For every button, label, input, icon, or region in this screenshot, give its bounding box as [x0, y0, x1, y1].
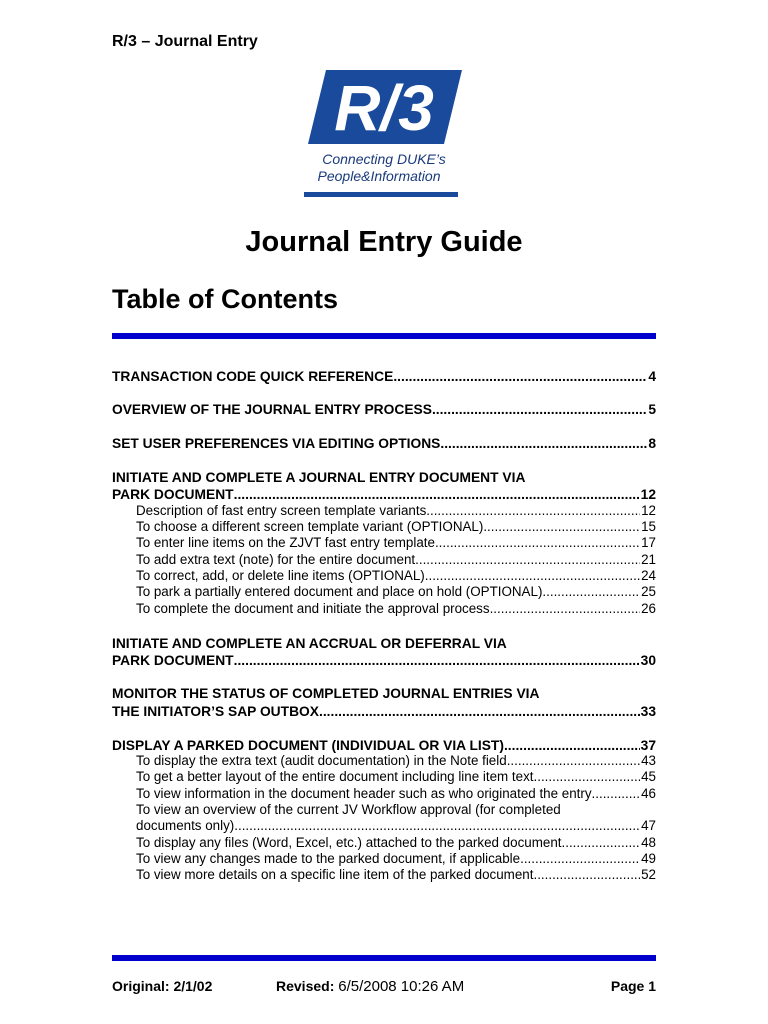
toc-subentry[interactable] [136, 535, 656, 551]
toc-subentry-label: documents only) [136, 818, 235, 833]
toc-subentry-page: 21 [641, 552, 656, 567]
logo-tagline-2: People&Information [317, 168, 441, 184]
toc-subentry[interactable] [136, 503, 656, 519]
header-title: R/3 – Journal Entry [112, 33, 258, 50]
r3-logo-graphic [304, 70, 462, 198]
toc-entry[interactable] [112, 401, 656, 418]
toc-subentry-page: 43 [641, 753, 656, 768]
toc-entry-page: 8 [648, 436, 656, 451]
toc-subentry-page: 24 [641, 568, 656, 583]
toc-subentry-label: To correct, add, or delete line items (OPTIONAL) [136, 568, 425, 583]
r3-logo [304, 70, 462, 198]
toc-entry[interactable] [112, 435, 656, 452]
toc-entry-page: 37 [640, 738, 656, 753]
toc-entry-line1: INITIATE AND COMPLETE AN ACCRUAL OR DEFERRAL VIA [112, 636, 507, 651]
toc-subentry-page: 25 [641, 584, 656, 599]
toc-entry[interactable] [112, 652, 656, 669]
toc-entry-label: THE INITIATOR’S SAP OUTBOX [112, 704, 319, 719]
toc-subentry[interactable] [136, 601, 656, 617]
toc-subentry-page: 46 [641, 786, 656, 801]
toc-subentry[interactable] [136, 519, 656, 535]
toc-subentry-label: To view information in the document header such as who originated the entry [136, 786, 592, 801]
toc-subentry-label: Description of fast entry screen template variants [136, 503, 427, 518]
toc-subentry-line1: To view an overview of the current JV Workflow approval (for completed [136, 802, 561, 817]
toc-entry-page: 30 [640, 653, 656, 668]
toc-entry-label: TRANSACTION CODE QUICK REFERENCE [112, 369, 394, 384]
toc-entry-page: 12 [640, 487, 656, 502]
toc-subentry-label: To display any files (Word, Excel, etc.) attached to the parked document [136, 835, 562, 850]
toc-subentry-label: To view more details on a specific line item of the parked document [136, 867, 534, 882]
toc-entry-label: OVERVIEW OF THE JOURNAL ENTRY PROCESS [112, 402, 432, 417]
toc-subentry-label: To view any changes made to the parked document, if applicable [136, 851, 521, 866]
toc-subentry-page: 45 [641, 769, 656, 784]
footer-revised-value: 6/5/2008 10:26 AM [338, 978, 465, 995]
toc-entry-label: PARK DOCUMENT [112, 487, 234, 502]
toc-subentry-label: To park a partially entered document and place on hold (OPTIONAL) [136, 584, 543, 599]
toc-entry-label: PARK DOCUMENT [112, 653, 234, 668]
toc-subentry-label: To get a better layout of the entire document including line item text [136, 769, 534, 784]
toc-subentry-label: To enter line items on the ZJVT fast entry template [136, 535, 435, 550]
toc-heading: Table of Contents [112, 284, 338, 314]
logo-tagline-1: Connecting DUKE’s [322, 151, 446, 167]
toc-entry-page: 4 [648, 369, 656, 384]
bottom-divider [112, 955, 656, 961]
toc-subentry-label: To add extra text (note) for the entire document [136, 552, 416, 567]
toc-entry[interactable] [112, 703, 656, 720]
toc-entry[interactable] [112, 737, 656, 754]
toc-entry-label: SET USER PREFERENCES VIA EDITING OPTIONS [112, 436, 441, 451]
footer-page-number: Page 1 [610, 978, 656, 994]
toc-entry-label: DISPLAY A PARKED DOCUMENT (INDIVIDUAL OR VIA LIST) [112, 738, 504, 753]
toc-subentry[interactable] [136, 552, 656, 568]
toc-entry[interactable] [112, 486, 656, 503]
toc-subentry-label: To complete the document and initiate the approval process [136, 601, 490, 616]
toc-subentry-label: To display the extra text (audit documentation) in the Note field [136, 753, 507, 768]
toc-subentry-page: 47 [641, 818, 656, 833]
footer-original-date: Original: 2/1/02 [112, 978, 213, 994]
toc-subentry-page: 49 [641, 851, 656, 866]
toc-subentry-page: 52 [641, 867, 656, 882]
toc-entry[interactable] [112, 368, 656, 385]
toc-subentry[interactable] [136, 835, 656, 851]
toc-subentry-page: 12 [641, 503, 656, 518]
toc-subentry[interactable] [136, 867, 656, 883]
toc-subentry[interactable] [136, 786, 656, 802]
toc-entry-line1: INITIATE AND COMPLETE A JOURNAL ENTRY DOCUMENT VIA [112, 470, 526, 485]
footer-revised-label: Revised: [276, 978, 335, 994]
toc-subentry-page: 15 [641, 519, 656, 534]
toc-subentry-label: To choose a different screen template variant (OPTIONAL) [136, 519, 484, 534]
document-title: Journal Entry Guide [245, 226, 523, 258]
top-divider [112, 333, 656, 339]
toc-subentry[interactable] [136, 769, 656, 785]
toc-subentry-page: 26 [641, 601, 656, 616]
logo-text: R/3 [334, 72, 434, 144]
toc-subentry-page: 17 [641, 535, 656, 550]
toc-subentry[interactable] [136, 818, 656, 834]
toc-subentry-page: 48 [641, 835, 656, 850]
toc-subentry[interactable] [136, 753, 656, 769]
toc-entry-line1: MONITOR THE STATUS OF COMPLETED JOURNAL ENTRIES VIA [112, 686, 540, 701]
toc-subentry[interactable] [136, 568, 656, 584]
toc-entry-page: 33 [640, 704, 656, 719]
toc-subentry[interactable] [136, 584, 656, 600]
footer-revised [276, 978, 464, 995]
toc-entry-page: 5 [648, 402, 656, 417]
toc-subentry[interactable] [136, 851, 656, 867]
